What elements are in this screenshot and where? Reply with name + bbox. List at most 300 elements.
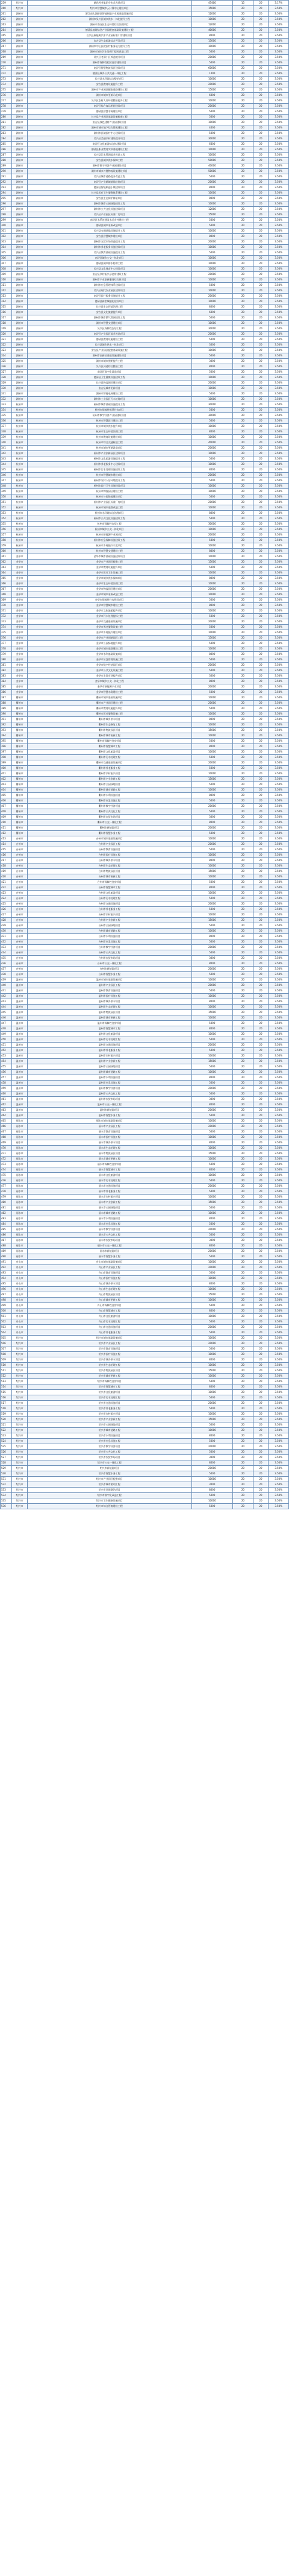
rate-cell: 3.50% — [269, 1005, 289, 1010]
score-cell: 20 — [253, 717, 269, 722]
rate-cell: 3.50% — [269, 6, 289, 11]
row-number: 365 — [1, 576, 12, 581]
investment-cell: 10000 — [191, 570, 232, 576]
table-row — [1, 1200, 289, 1205]
project-name-cell: 杭州市城市道路改造工程 — [27, 505, 191, 511]
table-row — [1, 712, 289, 717]
table-row — [1, 1379, 289, 1384]
city-cell: 绍兴市 — [12, 1374, 28, 1379]
city-cell: 杭州市 — [12, 505, 28, 511]
city-cell: 湖州市 — [12, 109, 28, 115]
row-number: 518 — [1, 1406, 12, 1412]
year-cell: 20 — [233, 1341, 253, 1346]
table-row — [1, 956, 289, 961]
table-row — [1, 636, 289, 641]
score-cell: 20 — [253, 1444, 269, 1450]
investment-cell: 4000 — [191, 125, 232, 131]
year-cell: 20 — [233, 1433, 253, 1439]
investment-cell: 8000 — [191, 885, 232, 891]
city-cell: 湖州市 — [12, 60, 28, 66]
project-name-cell: 绍兴市公交一体化工程 — [27, 1460, 191, 1466]
project-name-cell: 绍兴市公共文化工程 — [27, 1450, 191, 1455]
table-row — [1, 261, 289, 267]
city-cell: 金华市 — [12, 587, 28, 592]
project-name-cell: 湖州市城市燃气管网建设工程 — [27, 315, 191, 321]
rate-cell: 3.50% — [269, 874, 289, 880]
investment-cell: 20000 — [191, 239, 232, 245]
table-row — [1, 652, 289, 657]
city-cell: 丽水市 — [12, 1162, 28, 1167]
row-number: 468 — [1, 1135, 12, 1140]
city-cell: 温州市 — [12, 1010, 28, 1015]
table-row — [1, 961, 289, 967]
city-cell: 舟山市 — [12, 1271, 28, 1276]
year-cell: 20 — [233, 435, 253, 440]
score-cell: 20 — [253, 142, 269, 147]
city-cell: 丽水市 — [12, 1184, 28, 1189]
year-cell: 20 — [233, 305, 253, 310]
city-cell: 杭州市 — [12, 532, 28, 538]
row-number: 451 — [1, 1043, 12, 1048]
table-row — [1, 646, 289, 652]
investment-cell: 5000 — [191, 109, 232, 115]
score-cell: 20 — [253, 435, 269, 440]
score-cell: 20 — [253, 1211, 269, 1216]
investment-cell: 20000 — [191, 701, 232, 706]
city-cell: 湖州市 — [12, 397, 28, 402]
city-cell: 湖州市 — [12, 196, 28, 201]
year-cell: 20 — [233, 402, 253, 408]
investment-cell: 10000 — [191, 462, 232, 467]
table-row — [1, 923, 289, 929]
score-cell: 20 — [253, 467, 269, 473]
year-cell: 20 — [233, 826, 253, 831]
investment-cell: 10000 — [191, 375, 232, 380]
year-cell: 20 — [233, 505, 253, 511]
score-cell: 20 — [253, 532, 269, 538]
investment-cell: 15000 — [191, 1368, 232, 1374]
project-name-cell: 衢州市公共文化工程 — [27, 809, 191, 815]
row-number: 400 — [1, 766, 12, 771]
year-cell: 20 — [233, 1026, 253, 1032]
investment-cell: 15000 — [191, 1417, 232, 1422]
score-cell: 20 — [253, 798, 269, 804]
rate-cell: 3.50% — [269, 826, 289, 831]
year-cell: 20 — [233, 93, 253, 98]
year-cell: 20 — [233, 820, 253, 826]
score-cell: 20 — [253, 695, 269, 701]
project-name-cell: 衢州市城乡供水项目 — [27, 717, 191, 722]
city-cell: 绍兴市 — [12, 1412, 28, 1417]
investment-cell: 10000 — [191, 1005, 232, 1010]
rate-cell: 3.50% — [269, 22, 289, 28]
city-cell: 温州市 — [12, 1086, 28, 1091]
score-cell: 20 — [253, 1075, 269, 1081]
rate-cell: 3.50% — [269, 744, 289, 750]
project-name-cell: 台州市保障性住房项目 — [27, 880, 191, 885]
project-name-cell: 长兴县水环境综合整治项目 — [27, 77, 191, 82]
table-row — [1, 1129, 289, 1135]
year-cell: 20 — [233, 755, 253, 760]
score-cell: 20 — [253, 120, 269, 125]
row-number: 324 — [1, 353, 12, 359]
project-name-cell: 杭州市水环境综合治理项目 — [27, 511, 191, 516]
rate-cell: 3.50% — [269, 939, 289, 945]
project-name-cell: 温州市城市基础设施项目 — [27, 977, 191, 983]
score-cell: 20 — [253, 1249, 269, 1254]
score-cell: 20 — [253, 359, 269, 364]
year-cell: 20 — [233, 522, 253, 527]
year-cell: 20 — [233, 842, 253, 847]
year-cell: 20 — [233, 418, 253, 424]
rate-cell: 3.50% — [269, 98, 289, 104]
table-row — [1, 1395, 289, 1401]
table-row — [1, 500, 289, 505]
rate-cell: 3.50% — [269, 1216, 289, 1222]
investment-cell: 5000 — [191, 1162, 232, 1167]
investment-cell: 8000 — [191, 576, 232, 581]
investment-cell: 10000 — [191, 1260, 232, 1265]
score-cell: 20 — [253, 229, 269, 234]
score-cell: 20 — [253, 1146, 269, 1151]
investment-cell: 5000 — [191, 847, 232, 853]
city-cell: 衢州市 — [12, 717, 28, 722]
investment-cell: 5000 — [191, 1319, 232, 1325]
investment-cell: 5000 — [191, 1422, 232, 1428]
table-row — [1, 934, 289, 939]
table-row — [1, 44, 289, 49]
score-cell: 20 — [253, 1021, 269, 1026]
row-number: 383 — [1, 674, 12, 679]
score-cell: 20 — [253, 55, 269, 60]
score-cell: 20 — [253, 896, 269, 901]
rate-cell: 3.50% — [269, 1450, 289, 1455]
score-cell: 20 — [253, 158, 269, 163]
city-cell: 舟山市 — [12, 1319, 28, 1325]
city-cell: 杭州市 — [12, 451, 28, 456]
table-row — [1, 847, 289, 853]
city-cell: 杭州市 — [12, 424, 28, 429]
rate-cell: 3.50% — [269, 82, 289, 87]
city-cell: 湖州市 — [12, 82, 28, 87]
row-number: 270 — [1, 60, 12, 66]
rate-cell: 3.50% — [269, 28, 289, 33]
project-name-cell: 绍兴市智慧水务工程 — [27, 1471, 191, 1477]
score-cell: 20 — [253, 1271, 269, 1276]
rate-cell: 3.50% — [269, 1238, 289, 1243]
city-cell: 台州市 — [12, 863, 28, 869]
score-cell: 20 — [253, 972, 269, 977]
row-number: 405 — [1, 793, 12, 798]
rate-cell: 3.50% — [269, 1249, 289, 1254]
table-row — [1, 880, 289, 885]
project-name-cell: 金华市数字经济园区项目 — [27, 663, 191, 668]
city-cell: 湖州市 — [12, 115, 28, 120]
row-number: 398 — [1, 755, 12, 760]
score-cell: 20 — [253, 1227, 269, 1233]
table-row — [1, 478, 289, 484]
city-cell: 衢州市 — [12, 733, 28, 739]
table-row — [1, 657, 289, 663]
table-row — [1, 1374, 289, 1379]
project-name-cell: 温州市教育设施项目 — [27, 988, 191, 994]
rate-cell: 3.50% — [269, 1026, 289, 1032]
city-cell: 台州市 — [12, 945, 28, 950]
city-cell: 衢州市 — [12, 777, 28, 782]
project-name-cell: 温州市公共文化工程 — [27, 1091, 191, 1097]
investment-cell: 20000 — [191, 55, 232, 60]
project-name-cell: 吴兴区城市道路提升改造工程 — [27, 174, 191, 180]
table-row — [1, 750, 289, 755]
year-cell: 20 — [233, 977, 253, 983]
row-number: 395 — [1, 739, 12, 744]
investment-cell: 10000 — [191, 1119, 232, 1124]
rate-cell: 3.50% — [269, 706, 289, 712]
score-cell: 20 — [253, 1053, 269, 1059]
project-name-cell: 金华市文化旅游提升项目 — [27, 608, 191, 614]
score-cell: 20 — [253, 549, 269, 554]
rate-cell: 3.50% — [269, 1352, 289, 1357]
rate-cell: 3.50% — [269, 570, 289, 576]
city-cell: 金华市 — [12, 652, 28, 657]
rate-cell: 3.50% — [269, 277, 289, 283]
project-name-cell: 台州市城乡供水项目 — [27, 858, 191, 863]
project-name-cell: 湖州市城乡冷链物流设施建设项目 — [27, 169, 191, 174]
table-row — [1, 565, 289, 570]
score-cell: 20 — [253, 560, 269, 565]
score-cell: 20 — [253, 163, 269, 169]
row-number: 356 — [1, 527, 12, 532]
project-name-cell: 杭州市农村人居环境提升工程 — [27, 478, 191, 484]
rate-cell: 3.50% — [269, 218, 289, 223]
year-cell: 20 — [233, 163, 253, 169]
city-cell: 绍兴市 — [12, 1390, 28, 1395]
city-cell: 绍兴市 — [12, 1498, 28, 1504]
year-cell: 20 — [233, 1238, 253, 1243]
score-cell: 20 — [253, 641, 269, 646]
investment-cell: 8000 — [191, 999, 232, 1005]
score-cell: 20 — [253, 668, 269, 674]
year-cell: 20 — [233, 234, 253, 239]
rate-cell: 3.50% — [269, 782, 289, 788]
table-row — [1, 826, 289, 831]
row-number: 403 — [1, 782, 12, 788]
project-name-cell: 衢州市城市更新工程 — [27, 733, 191, 739]
table-row — [1, 532, 289, 538]
project-name-cell: 长兴县物流园区建设项目 — [27, 380, 191, 386]
city-cell: 金华市 — [12, 684, 28, 690]
project-name-cell: 温州市应急设施工程 — [27, 1081, 191, 1086]
city-cell: 金华市 — [12, 668, 28, 674]
rate-cell: 3.50% — [269, 44, 289, 49]
project-name-cell: 衢州市物流园区项目 — [27, 728, 191, 733]
table-row — [1, 1287, 289, 1292]
row-number: 321 — [1, 337, 12, 343]
row-number: 343 — [1, 456, 12, 462]
row-number: 402 — [1, 777, 12, 782]
year-cell: 20 — [233, 1048, 253, 1053]
rate-cell: 3.50% — [269, 891, 289, 896]
investment-cell: 5000 — [191, 1048, 232, 1053]
score-cell: 20 — [253, 1216, 269, 1222]
rate-cell: 3.50% — [269, 505, 289, 511]
city-cell: 湖州市 — [12, 71, 28, 77]
investment-cell: 20000 — [191, 826, 232, 831]
investment-cell: 20000 — [191, 272, 232, 277]
investment-cell: 10000 — [191, 543, 232, 549]
score-cell: 20 — [253, 109, 269, 115]
rate-cell: 3.50% — [269, 17, 289, 22]
investment-cell: 10000 — [191, 581, 232, 587]
city-cell: 湖州市 — [12, 163, 28, 169]
project-name-cell: 绍兴市城乡供水项目 — [27, 1357, 191, 1363]
table-row — [1, 505, 289, 511]
city-cell: 金华市 — [12, 625, 28, 630]
investment-cell: 20000 — [191, 1227, 232, 1233]
score-cell: 20 — [253, 408, 269, 413]
year-cell: 20 — [233, 332, 253, 337]
rate-cell: 3.50% — [269, 663, 289, 668]
table-row — [1, 337, 289, 343]
city-cell: 金华市 — [12, 576, 28, 581]
table-row — [1, 467, 289, 473]
project-name-cell: 湖州市区域医疗中心建设项目 — [27, 131, 191, 136]
investment-cell: 15000 — [191, 636, 232, 641]
year-cell: 20 — [233, 44, 253, 49]
table-row — [1, 798, 289, 804]
row-number: 379 — [1, 652, 12, 657]
table-row — [1, 39, 289, 44]
investment-cell: 5000 — [191, 950, 232, 956]
year-cell: 20 — [233, 467, 253, 473]
table-row — [1, 939, 289, 945]
table-row — [1, 560, 289, 565]
year-cell: 20 — [233, 185, 253, 191]
city-cell: 衢州市 — [12, 722, 28, 728]
investment-cell: 8000 — [191, 1102, 232, 1108]
year-cell: 20 — [233, 446, 253, 451]
score-cell: 20 — [253, 201, 269, 207]
row-number: 302 — [1, 234, 12, 239]
table-row — [1, 1070, 289, 1075]
city-cell: 丽水市 — [12, 1227, 28, 1233]
year-cell: 20 — [233, 413, 253, 418]
investment-cell: 5000 — [191, 1233, 232, 1238]
row-number: 370 — [1, 603, 12, 608]
row-number: 489 — [1, 1249, 12, 1254]
year-cell: 15 — [233, 1, 253, 6]
rate-cell: 3.50% — [269, 1384, 289, 1390]
table-row — [1, 1189, 289, 1195]
investment-cell: 5000 — [191, 668, 232, 674]
year-cell: 20 — [233, 1390, 253, 1395]
row-number: 316 — [1, 310, 12, 315]
project-name-cell: 丽水市农贸市场项目 — [27, 1238, 191, 1243]
investment-cell: 6000 — [191, 93, 232, 98]
table-row — [1, 1048, 289, 1053]
city-cell: 衢州市 — [12, 701, 28, 706]
investment-cell: 10000 — [191, 695, 232, 701]
investment-cell: 20000 — [191, 380, 232, 386]
rate-cell: 3.50% — [269, 283, 289, 288]
row-number: 345 — [1, 467, 12, 473]
city-cell: 丽水市 — [12, 1211, 28, 1216]
investment-cell: 10000 — [191, 1211, 232, 1216]
table-row — [1, 869, 289, 874]
investment-cell: 10000 — [191, 630, 232, 636]
city-cell: 湖州市 — [12, 39, 28, 44]
rate-cell: 3.50% — [269, 636, 289, 641]
project-name-cell: 长兴县城乡供水一体化项目 — [27, 343, 191, 348]
year-cell: 20 — [233, 500, 253, 505]
investment-cell: 10000 — [191, 424, 232, 429]
rate-cell: 3.50% — [269, 174, 289, 180]
project-name-cell: 金华市应急管理设施工程 — [27, 657, 191, 663]
project-name-cell: 杭州市数字经济产业园建设项目 — [27, 413, 191, 418]
city-cell: 湖州市 — [12, 218, 28, 223]
year-cell: 20 — [233, 1108, 253, 1113]
rate-cell: 3.50% — [269, 999, 289, 1005]
row-number: 408 — [1, 809, 12, 815]
table-row — [1, 1368, 289, 1374]
city-cell: 金华市 — [12, 619, 28, 625]
score-cell: 20 — [253, 929, 269, 934]
city-cell: 温州市 — [12, 1113, 28, 1119]
year-cell: 20 — [233, 299, 253, 305]
project-name-cell: 德清县城市更新改造项目 — [27, 223, 191, 229]
investment-cell: 5000 — [191, 1205, 232, 1211]
year-cell: 20 — [233, 294, 253, 299]
city-cell: 金华市 — [12, 646, 28, 652]
table-row — [1, 950, 289, 956]
score-cell: 20 — [253, 793, 269, 798]
row-number: 524 — [1, 1439, 12, 1444]
rate-cell: 3.50% — [269, 353, 289, 359]
investment-cell: 8000 — [191, 858, 232, 863]
score-cell: 20 — [253, 478, 269, 484]
project-name-cell: 金华市交通基础设施项目 — [27, 619, 191, 625]
score-cell: 20 — [253, 391, 269, 397]
city-cell: 湖州市 — [12, 98, 28, 104]
score-cell: 20 — [253, 1498, 269, 1504]
score-cell: 20 — [253, 1254, 269, 1260]
investment-cell: 10000 — [191, 191, 232, 196]
rate-cell: 3.50% — [269, 587, 289, 592]
score-cell: 20 — [253, 858, 269, 863]
table-row — [1, 1276, 289, 1281]
row-number: 438 — [1, 972, 12, 977]
table-row — [1, 77, 289, 82]
row-number: 292 — [1, 180, 12, 185]
row-number: 414 — [1, 842, 12, 847]
project-name-cell: 衢州市产业园区建设工程 — [27, 701, 191, 706]
table-row — [1, 1157, 289, 1162]
city-cell: 金华市 — [12, 598, 28, 603]
investment-cell: 5000 — [191, 706, 232, 712]
score-cell: 20 — [253, 1412, 269, 1417]
row-number: 340 — [1, 440, 12, 446]
score-cell: 20 — [253, 1081, 269, 1086]
table-row — [1, 994, 289, 999]
rate-cell: 3.50% — [269, 934, 289, 939]
score-cell: 20 — [253, 1390, 269, 1395]
table-row — [1, 1460, 289, 1466]
row-number: 304 — [1, 245, 12, 250]
row-number: 487 — [1, 1238, 12, 1243]
year-cell: 20 — [233, 315, 253, 321]
table-row — [1, 1314, 289, 1319]
city-cell: 丽水市 — [12, 1249, 28, 1254]
